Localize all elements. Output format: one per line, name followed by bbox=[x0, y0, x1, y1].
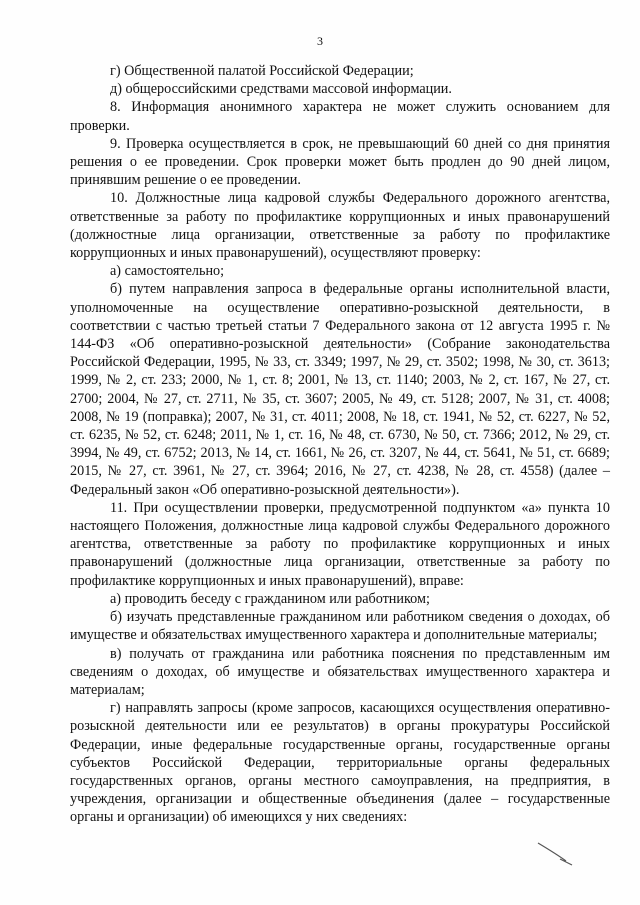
paragraph-9-check-term: 9. Проверка осуществляется в срок, не превышающий 60 дней со дня принятия решения о ее проведении. Срок проверки может быть продлен до 90 дней лицом, принявшим решение о ее проведении. bbox=[70, 135, 610, 189]
paragraph-11g-send-requests: г) направлять запросы (кроме запросов, касающихся осуществления оперативно-розыскной деятельности или ее результатов) в органы прокуратуры Российской Федерации, иные федеральные государственные органы, государственные органы субъектов Российской Федерации, территориальные органы федеральных государственных органов, органы местного самоуправления, на предприятия, в учреждения, организации и общественные объединения (далее – государственные органы и организации) об имеющихся у них сведениях: bbox=[70, 700, 610, 826]
paragraph-item-g-public-chamber: г) Общественной палатой Российской Федерации; bbox=[110, 63, 414, 79]
paragraph-11b-study-information: б) изучать представленные гражданином или работником сведения о доходах, об имуществе и обязательствах имущественного характера и дополнительные материалы; bbox=[70, 609, 610, 644]
page-number: 3 bbox=[317, 34, 323, 48]
paragraph-item-d-mass-media: д) общероссийскими средствами массовой информации. bbox=[110, 81, 452, 98]
paragraph-11a-conversation: а) проводить беседу с гражданином или работником; bbox=[110, 590, 430, 607]
paragraph-10b-request-to-authorities: б) путем направления запроса в федеральные органы исполнительной власти, уполномоченные на осуществление оперативно-розыскной деятельности, в соответствии с частью третьей статьи 7 Федерального закона от 12 августа 1995 г. № 144-ФЗ «Об оперативно-розыскной деятельности» (Собрание законодательства Российской Федерации, 1995, № 33, ст. 3349; 1997, № 29, ст. 3502; 1998, № 30, ст. 3613; 1999, № 2, ст. 233; 2000, № 1, ст. 8; 2001, № 13, ст. 1140; 2003, № 2, ст. 167, № 27, ст. 2700; 2004, № 27, ст. 2711, № 35, ст. 3607; 2005, № 49, ст. 5128; 2007, № 31, ст. 4008; 2008, № 19 (поправка); 2007, № 31, ст. 4011; 2008, № 18, ст. 1941, № 52, ст. 6227, № 52, ст. 6235, № 52, ст. 6248; 2011, № 1, ст. 16, № 48, ст. 6730, № 50, ст. 7366; 2012, № 29, ст. 3994, № 49, ст. 6752; 2013, № 14, ст. 1661, № 26, ст. 3207, № 44, ст. 5641, № 51, ст. 6689; 2015, № 27, ст. 3961, № 27, ст. 3964; 2016, № 27, ст. 4238, № 28, ст. 4558) (далее – Федеральный закон «Об оперативно-розыскной деятельности»). bbox=[70, 281, 610, 498]
paragraph-11v-receive-explanations: в) получать от гражданина или работника пояснения по представленным им сведениям о доходах, об имуществе и обязательствах имущественного характера и материалам; bbox=[70, 645, 610, 698]
paragraph-8-anonymous-info: 8. Информация анонимного характера не может служить основанием для проверки. bbox=[70, 99, 610, 134]
paragraph-10-officials-conduct-check: 10. Должностные лица кадровой службы Федерального дорожного агентства, ответственные за работу по профилактике коррупционных и иных правонарушений (должностные лица организации, ответственные за работу по профилактике коррупционных и иных правонарушений), осуществляют проверку: bbox=[70, 190, 610, 262]
document-body bbox=[70, 62, 610, 827]
paragraph-10a-independently: а) самостоятельно; bbox=[110, 263, 225, 280]
paragraph-11-rights-of-officials: 11. При осуществлении проверки, предусмотренной подпунктом «а» пункта 10 настоящего Положения, должностные лица кадровой службы Федерального дорожного агентства, ответственные за работу по профилактике коррупционных и иных правонарушений (должностные лица организации, ответственные за работу по профилактике коррупционных и иных правонарушений), вправе: bbox=[70, 499, 610, 589]
pen-mark-icon bbox=[536, 841, 576, 867]
